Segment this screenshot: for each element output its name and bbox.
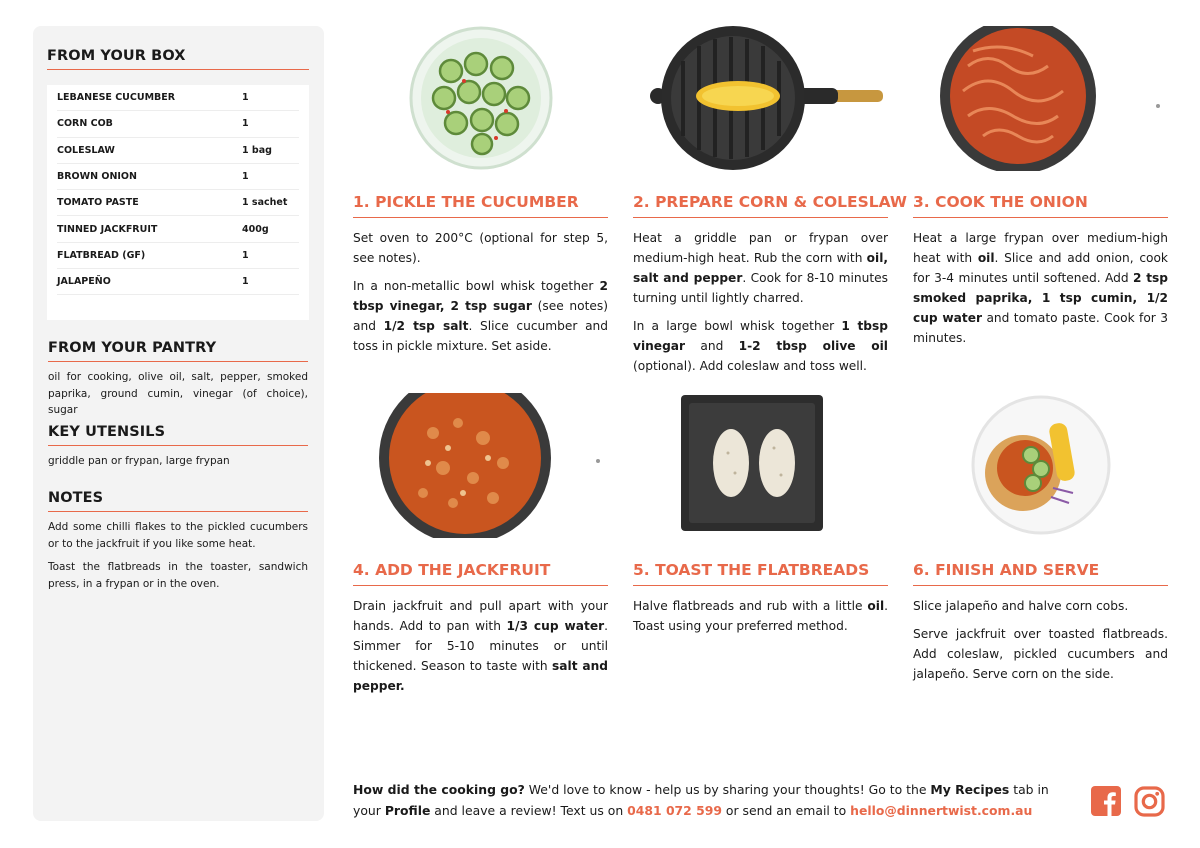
step-text: . Toast using your preferred method. — [633, 599, 888, 633]
step-4-title: 4. ADD THE JACKFRUIT — [353, 561, 608, 586]
from-your-box-heading: FROM YOUR BOX — [47, 48, 309, 70]
step-emphasis-text: 1-2 tbsp olive oil — [738, 339, 888, 353]
step-4-body — [353, 596, 608, 696]
phone-link[interactable]: 0481 072 599 — [627, 803, 722, 818]
step-emphasis-text: salt and pepper. — [353, 659, 608, 693]
profile-link[interactable]: Profile — [384, 803, 431, 818]
served-plate-photo — [913, 393, 1168, 538]
step-paragraph — [353, 228, 608, 268]
step-text: Heat a griddle pan or frypan over medium-high heat. Rub the corn with — [633, 231, 888, 265]
notes-heading: NOTES — [48, 490, 308, 512]
step-emphasis-text: 2 tsp smoked paprika, 1 tsp cumin, 1/2 cup water — [913, 271, 1169, 325]
table-row — [57, 216, 299, 242]
step-text: Serve jackfruit over toasted flatbreads. Add coleslaw, pickled cucumbers and jalapeño. Serve corn on the side. — [913, 627, 1168, 681]
step-paragraph — [913, 624, 1168, 684]
step-emphasis-text: 2 tbsp vinegar, 2 tsp sugar — [353, 279, 608, 313]
table-row — [57, 85, 299, 111]
footer-text: tab in your — [353, 782, 1049, 818]
step-text: Drain jackfruit and pull apart with your hands. Add to pan with — [353, 599, 608, 633]
step-3 — [913, 26, 1168, 348]
step-emphasis-text: 1/2 tsp salt — [383, 319, 469, 333]
ingredient-qty: 1 — [242, 92, 249, 104]
note-item: Add some chilli flakes to the pickled cucumbers or to the jackfruit if you like some heat. — [48, 521, 308, 550]
ingredient-qty: 1 — [242, 276, 249, 288]
table-row — [57, 243, 299, 269]
step-5-title: 5. TOAST THE FLATBREADS — [633, 561, 888, 586]
step-text: In a large bowl whisk together — [633, 319, 842, 333]
step-text: . Slice and add onion, cook for 3-4 minutes until softened. Add — [913, 251, 1168, 285]
step-paragraph — [353, 276, 608, 356]
step-text: (optional). Add coleslaw and toss well. — [633, 359, 867, 373]
step-text: Slice jalapeño and halve corn cobs. — [913, 599, 1129, 613]
email-link[interactable]: hello@dinnertwist.com.au — [850, 803, 1033, 818]
step-emphasis-text: oil — [977, 251, 995, 265]
table-row — [57, 138, 299, 164]
step-3-body — [913, 228, 1168, 348]
ingredient-qty: 400g — [242, 223, 269, 235]
pickled-cucumber-photo — [353, 26, 608, 171]
ingredient-qty: 1 sachet — [242, 197, 288, 209]
step-1-title: 1. PICKLE THE CUCUMBER — [353, 193, 608, 218]
step-text: . Simmer for 5-10 minutes or until thickened. Season to taste with — [353, 619, 608, 673]
ingredient-qty: 1 bag — [242, 144, 272, 156]
step-5-body — [633, 596, 888, 636]
step-emphasis-text: 1/3 cup water — [506, 619, 605, 633]
utensils-section — [48, 424, 308, 470]
step-3-title: 3. COOK THE ONION — [913, 193, 1168, 218]
ingredients-table — [47, 85, 309, 320]
utensils-text: griddle pan or frypan, large frypan — [48, 455, 230, 467]
step-6-title: 6. FINISH AND SERVE — [913, 561, 1168, 586]
pantry-section — [48, 340, 308, 419]
pantry-heading: FROM YOUR PANTRY — [48, 340, 308, 362]
step-6 — [913, 393, 1168, 684]
instagram-icon[interactable] — [1134, 786, 1165, 821]
notes-section — [48, 490, 308, 592]
griddle-corn-photo — [633, 26, 888, 171]
step-emphasis-text: oil — [867, 599, 885, 613]
ingredient-qty: 1 — [242, 171, 249, 183]
onion-frypan-photo — [913, 26, 1168, 171]
step-2 — [633, 26, 908, 376]
step-text: (see notes) and — [353, 299, 608, 333]
step-6-body — [913, 596, 1168, 684]
step-text: . Slice cucumber and toss in pickle mixture. Set aside. — [353, 319, 608, 353]
ingredient-name: JALAPEÑO — [57, 276, 111, 288]
utensils-heading: KEY UTENSILS — [48, 424, 308, 446]
table-row — [57, 269, 299, 295]
flatbread-tray-photo — [633, 393, 888, 538]
facebook-icon[interactable] — [1091, 786, 1121, 820]
step-paragraph — [633, 228, 888, 308]
step-2-body — [633, 228, 888, 376]
ingredient-qty: 1 — [242, 249, 249, 261]
jackfruit-pan-photo — [353, 393, 608, 538]
step-text: Heat a large frypan over medium-high heat with — [913, 231, 1168, 265]
ingredient-name: LEBANESE CUCUMBER — [57, 92, 176, 104]
ingredient-name: FLATBREAD (GF) — [57, 249, 146, 261]
ingredient-name: COLESLAW — [57, 144, 115, 156]
footer-text: and leave a review! Text us on — [430, 803, 628, 818]
ingredient-name: TINNED JACKFRUIT — [57, 223, 158, 235]
step-text: Halve flatbreads and rub with a little — [633, 599, 868, 613]
step-text: In a non-metallic bowl whisk together — [353, 279, 600, 293]
step-emphasis-text: 1 tbsp vinegar — [633, 319, 888, 353]
sidebar — [33, 26, 324, 821]
ingredient-name: TOMATO PASTE — [57, 197, 139, 209]
table-row — [57, 164, 299, 190]
step-4 — [353, 393, 608, 696]
step-text: and tomato paste. Cook for 3 minutes. — [913, 311, 1168, 345]
step-paragraph — [913, 596, 1168, 616]
my-recipes-link[interactable]: My Recipes — [930, 782, 1010, 797]
note-item: Toast the flatbreads in the toaster, sandwich press, in a frypan or in the oven. — [48, 561, 308, 590]
table-row — [57, 190, 299, 216]
step-paragraph — [913, 228, 1168, 348]
table-row — [57, 111, 299, 137]
step-emphasis-text: oil, salt and pepper — [633, 251, 888, 285]
step-paragraph — [353, 596, 608, 696]
step-2-title: 2. PREPARE CORN & COLESLAW — [633, 193, 888, 218]
footer-question: How did the cooking go? — [353, 782, 525, 797]
step-text: Set oven to 200°C (optional for step 5, see notes). — [353, 231, 608, 265]
ingredient-name: CORN COB — [57, 118, 113, 130]
ingredient-name: BROWN ONION — [57, 171, 137, 183]
step-1-body — [353, 228, 608, 356]
step-text: . Cook for 8-10 minutes turning until lightly charred. — [633, 271, 888, 305]
ingredient-qty: 1 — [242, 118, 249, 130]
step-1 — [353, 26, 608, 356]
step-text: and — [685, 339, 739, 353]
footer-message — [353, 779, 1073, 821]
step-paragraph — [633, 316, 888, 376]
footer-text: We'd love to know - help us by sharing your thoughts! Go to the — [524, 782, 931, 797]
pantry-text: oil for cooking, olive oil, salt, pepper, smoked paprika, ground cumin, vinegar (of choice), sugar — [48, 371, 308, 416]
step-5 — [633, 393, 888, 636]
footer-text: or send an email to — [721, 803, 851, 818]
step-paragraph — [633, 596, 888, 636]
